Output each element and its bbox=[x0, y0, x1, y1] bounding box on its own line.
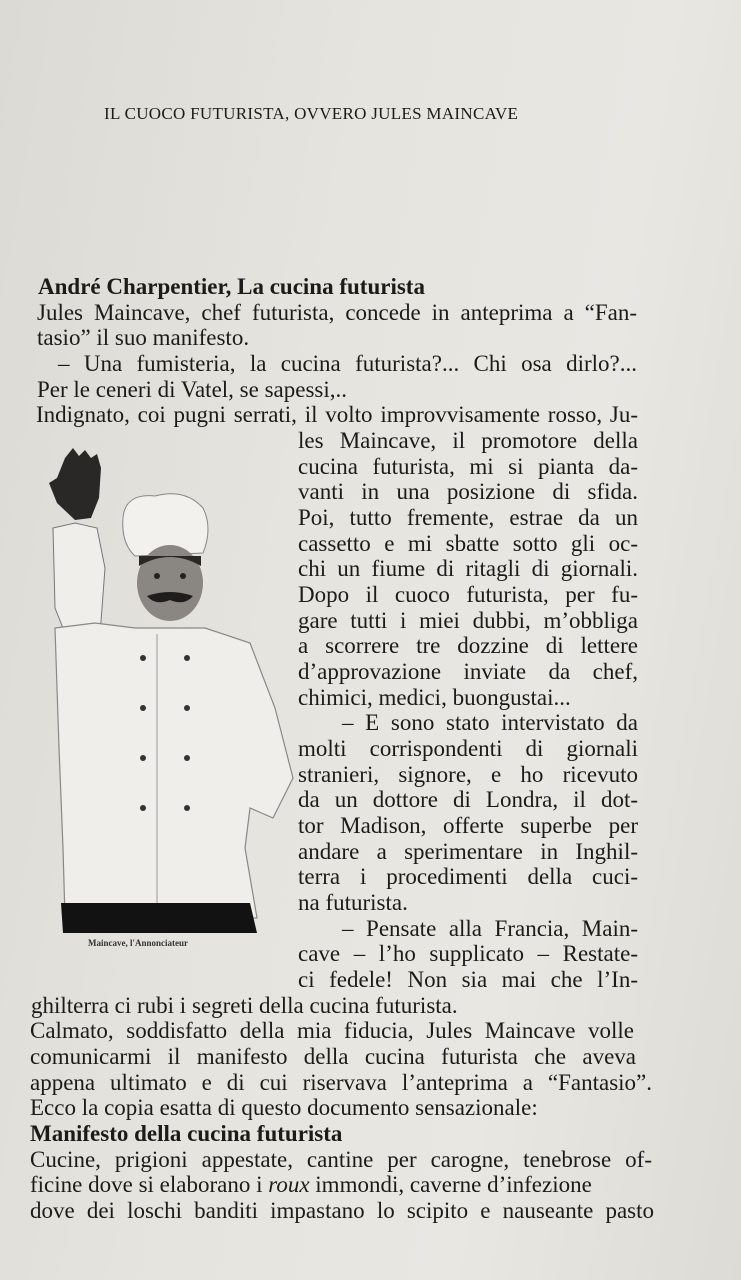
text-line: stranieri, signore, e ho ricevuto bbox=[298, 762, 638, 787]
text-line: – Una fumisteria, la cucina futurista?... Chi osa dirlo?... bbox=[58, 351, 637, 376]
text-line: andare a sperimentare in Inghil- bbox=[298, 839, 638, 864]
text-line: tasio” il suo manifesto. bbox=[37, 325, 250, 350]
text-line: molti corrispondenti di giornali bbox=[298, 736, 638, 761]
section-title: Manifesto della cucina futurista bbox=[30, 1121, 343, 1146]
text-line: Calmato, soddisfatto della mia fiducia, Jules Maincave volle bbox=[30, 1018, 634, 1043]
text-line: da un dottore di Londra, il dot- bbox=[298, 787, 638, 812]
text-line: terra i procedimenti della cuci- bbox=[298, 864, 638, 889]
text-line: d’approvazione inviate da chef, bbox=[298, 659, 638, 684]
text-line: Dopo il cuoco futurista, per fu- bbox=[298, 582, 638, 607]
text-line: cassetto e mi sbatte sotto gli oc- bbox=[298, 531, 638, 556]
text-line: cucina futurista, mi si pianta da- bbox=[298, 454, 638, 479]
text-line: Poi, tutto fremente, estrae da un bbox=[298, 505, 638, 530]
text-line: a scorrere tre dozzine di lettere bbox=[298, 633, 638, 658]
text-line: Indignato, coi pugni serrati, il volto improvvisamente rosso, Ju- bbox=[36, 402, 638, 427]
article-title: André Charpentier, La cucina futurista bbox=[38, 274, 425, 299]
italic-term: roux bbox=[268, 1172, 310, 1197]
text-line: comunicarmi il manifesto della cucina futurista che aveva bbox=[30, 1044, 636, 1069]
text-span: ficine dove si elaborano i bbox=[30, 1172, 269, 1197]
text-line: Per le ceneri di Vatel, se sapessi,.. bbox=[37, 377, 347, 402]
text-line: Jules Maincave, chef futurista, concede in anteprima a “Fan- bbox=[37, 300, 637, 325]
text-line: – E sono stato intervistato da bbox=[342, 710, 638, 735]
text-span: immondi, caverne d’infezione bbox=[309, 1172, 592, 1197]
text-line: appena ultimato e di cui riservava l’anteprima a “Fantasio”. bbox=[30, 1070, 652, 1095]
text-line: ci fedele! Non sia mai che l’In- bbox=[298, 967, 638, 992]
chef-photo bbox=[35, 448, 297, 943]
text-line: Cucine, prigioni appestate, cantine per carogne, tenebrose of- bbox=[30, 1147, 652, 1172]
text-line: ghilterra ci rubi i segreti della cucina futurista. bbox=[31, 993, 458, 1018]
text-line: – Pensate alla Francia, Main- bbox=[342, 916, 638, 941]
text-line: gare tutti i miei dubbi, m’obbliga bbox=[298, 608, 638, 633]
text-line: les Maincave, il promotore della bbox=[298, 428, 638, 453]
text-line: chimici, medici, buongustai... bbox=[298, 685, 571, 710]
text-line: Ecco la copia esatta di questo documento sensazionale: bbox=[30, 1095, 538, 1120]
photo-caption: Maincave, l'Annonciateur bbox=[88, 938, 188, 948]
text-line: na futurista. bbox=[298, 890, 408, 915]
text-line bbox=[30, 1172, 654, 1198]
text-line: cave – l’ho supplicato – Restate- bbox=[298, 941, 638, 966]
text-line: chi un fiume di ritagli di giornali. bbox=[298, 556, 638, 581]
text-line: dove dei loschi banditi impastano lo scipito e nauseante pasto bbox=[30, 1198, 654, 1223]
text-line: vanti in una posizione di sfida. bbox=[298, 479, 638, 504]
text-line: tor Madison, offerte superbe per bbox=[298, 813, 638, 838]
running-header: IL CUOCO FUTURISTA, OVVERO JULES MAINCAVE bbox=[104, 104, 519, 123]
